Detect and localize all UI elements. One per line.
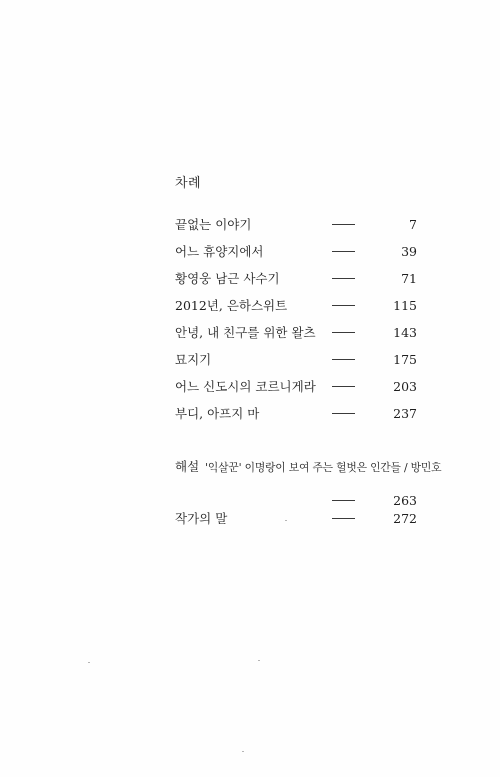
toc-entry-title: 안녕, 내 친구를 위한 왈츠	[175, 325, 316, 340]
paper-speck	[258, 660, 260, 661]
toc-entry	[175, 265, 417, 292]
toc-entry-title: 끝없는 이야기	[175, 217, 252, 232]
toc-entry-page: 115	[393, 298, 417, 313]
toc-dash	[332, 413, 355, 414]
toc-entry	[175, 319, 417, 346]
afterword-page: 272	[393, 511, 417, 526]
toc-dash	[332, 359, 355, 360]
commentary-title-line	[175, 457, 442, 478]
toc-entry	[175, 346, 417, 373]
afterword-title: 작가의 말	[175, 511, 228, 526]
toc-entry-page: 71	[401, 271, 417, 286]
commentary-label: 해설	[175, 459, 200, 474]
commentary-page: 263	[393, 493, 417, 508]
commentary-title: '익살꾼' 이명랑이 보여 주는 헐벗은 인간들 / 방민호	[205, 461, 442, 474]
contents-heading: 차례	[175, 176, 202, 191]
toc-entry-title: 어느 휴양지에서	[175, 244, 264, 259]
toc-entry	[175, 292, 417, 319]
paper-speck	[88, 662, 90, 663]
toc-entry	[175, 505, 417, 532]
toc-entry-page: 7	[409, 217, 417, 232]
toc-dash	[332, 386, 355, 387]
toc-entry	[175, 211, 417, 238]
toc-entry-title: 어느 신도시의 코르니게라	[175, 379, 316, 394]
toc-dash	[332, 332, 355, 333]
toc-entry-title: 묘지기	[175, 352, 212, 367]
toc-entry-page: 175	[393, 352, 417, 367]
toc-entry-page: 237	[393, 406, 417, 421]
toc-dash	[332, 278, 355, 279]
toc-entry	[175, 400, 417, 427]
toc-entry-title: 황영웅 남근 사수기	[175, 271, 280, 286]
toc-entry	[175, 373, 417, 400]
toc-dash	[332, 518, 355, 519]
toc-entry-page: 143	[393, 325, 417, 340]
toc-dash	[332, 305, 355, 306]
toc-entry-title: 2012년, 은하스위트	[175, 298, 288, 313]
toc-dash	[332, 224, 355, 225]
toc-dash	[332, 500, 355, 501]
toc-entry-title: 부디, 아프지 마	[175, 406, 260, 421]
table-of-contents	[175, 211, 417, 427]
toc-dash	[332, 251, 355, 252]
toc-entry	[175, 238, 417, 265]
toc-entry-page: 39	[401, 244, 417, 259]
paper-speck	[285, 520, 287, 521]
paper-speck	[242, 751, 244, 752]
afterword-entry	[175, 505, 417, 532]
toc-entry-page: 203	[393, 379, 417, 394]
